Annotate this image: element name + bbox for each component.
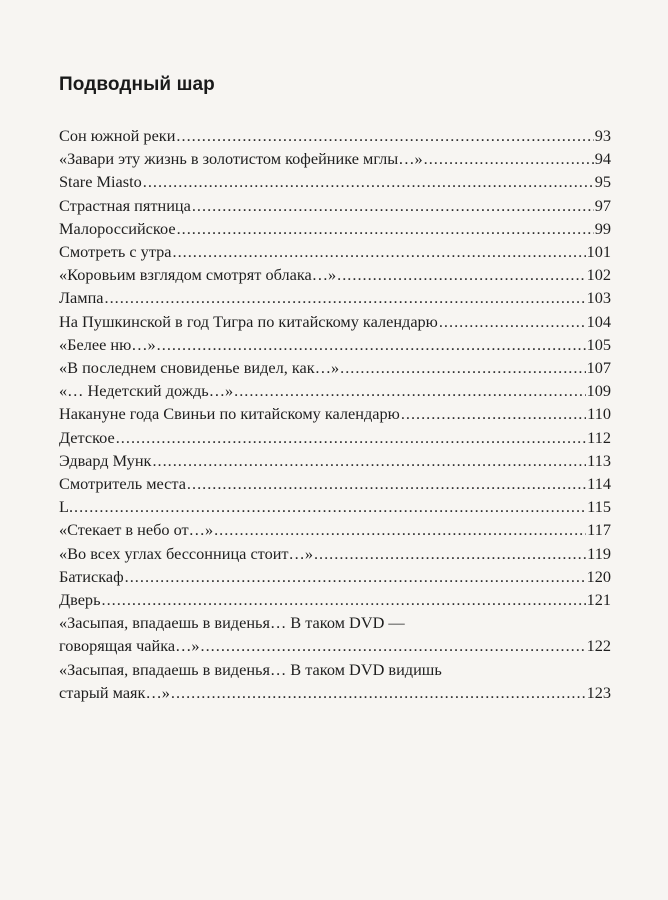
toc-entry (59, 542, 611, 565)
toc-entry-page: 103 (586, 288, 611, 308)
toc-entry-page: 112 (587, 427, 611, 447)
toc-entry-title: Сон южной реки (59, 126, 176, 145)
toc-entry (59, 565, 611, 588)
toc-entry-title: Детское (59, 427, 115, 447)
dot-leader (152, 449, 586, 472)
toc-entry-title: Смотреть с утра (59, 242, 172, 262)
toc-entry (59, 194, 611, 217)
toc-entry-title: На Пушкинской в год Тигра по китайскому календарю (59, 311, 438, 331)
toc-entry (59, 240, 611, 263)
dot-leader (201, 634, 586, 657)
toc-entry-title: Лампа (59, 288, 104, 308)
toc-entry-page: 113 (587, 450, 611, 470)
dot-leader (74, 495, 586, 518)
toc-entry (59, 588, 611, 611)
dot-leader (424, 147, 594, 170)
dot-leader (192, 194, 594, 217)
toc-entry (59, 611, 611, 657)
toc-entry (59, 170, 611, 193)
toc-entry-page: 114 (587, 474, 611, 494)
toc-entry-title: Малороссийское (59, 218, 176, 238)
toc-entry-page: 117 (587, 520, 611, 540)
dot-leader (116, 426, 586, 449)
toc-entry (59, 124, 611, 147)
toc-entry-title: «Завари эту жизнь в золотистом кофейнике мглы…» (59, 149, 423, 169)
toc-entry (59, 518, 611, 541)
toc-entry-title: Смотритель места (59, 474, 186, 494)
toc-entry-title: Батискаф (59, 566, 124, 586)
toc-entry-title: «Во всех углах бессонница стоит…» (59, 543, 313, 563)
toc-entry (59, 658, 611, 704)
toc-entry-title: Страстная пятница (59, 195, 191, 215)
toc-entry-page: 97 (594, 195, 611, 215)
dot-leader (173, 240, 586, 263)
dot-leader (105, 286, 586, 309)
dot-leader (401, 402, 586, 425)
dot-leader (143, 170, 594, 193)
dot-leader (337, 263, 585, 286)
toc-entry-page: 105 (586, 334, 611, 354)
toc-entry (59, 402, 611, 425)
dot-leader (187, 472, 586, 495)
toc-entry (59, 379, 611, 402)
dot-leader (234, 379, 585, 402)
toc-entry-page: 102 (586, 265, 611, 285)
toc-entry-title: L. (59, 497, 74, 517)
toc-entry-page: 93 (594, 126, 611, 145)
toc-entry-page: 119 (587, 543, 611, 563)
section-title: Подводный шар (59, 74, 215, 95)
toc-entry-page: 110 (587, 404, 611, 424)
dot-leader (102, 588, 586, 611)
toc-entry (59, 472, 611, 495)
toc-entry-title-line1: «Засыпая, впадаешь в виденья… В таком DVD видишь (59, 659, 442, 679)
dot-leader (177, 217, 594, 240)
dot-leader (157, 333, 586, 356)
dot-leader (439, 310, 586, 333)
toc-entry (59, 356, 611, 379)
toc-entry-page: 101 (586, 242, 611, 262)
toc-entry (59, 495, 611, 518)
toc-entry-page: 107 (586, 358, 611, 378)
toc-entry (59, 310, 611, 333)
dot-leader (171, 681, 586, 704)
toc-entry (59, 217, 611, 240)
table-of-contents (59, 124, 611, 704)
toc-entry (59, 147, 611, 170)
toc-entry-title: старый маяк…» (59, 682, 170, 702)
toc-entry-title-line1: «Засыпая, впадаешь в виденья… В таком DVD — (59, 613, 405, 633)
toc-entry (59, 263, 611, 286)
dot-leader (340, 356, 585, 379)
toc-entry-title: «… Недетский дождь…» (59, 381, 234, 401)
toc-entry-title: Эдвард Мунк (59, 450, 152, 470)
toc-entry-title: Накануне года Свиньи по китайскому календарю (59, 404, 400, 424)
toc-entry (59, 333, 611, 356)
toc-entry-title: Дверь (59, 590, 101, 610)
toc-entry-title: «Стекает в небо от…» (59, 520, 214, 540)
toc-entry-title: «Белее ню…» (59, 334, 156, 354)
toc-entry (59, 449, 611, 472)
dot-leader (176, 124, 593, 147)
dot-leader (214, 518, 586, 541)
toc-entry (59, 426, 611, 449)
toc-entry-page: 104 (586, 311, 611, 331)
dot-leader (314, 542, 586, 565)
toc-entry-page: 115 (587, 497, 611, 517)
dot-leader (125, 565, 586, 588)
toc-entry-page: 99 (594, 218, 611, 238)
toc-entry-title: «Коровьим взглядом смотрят облака…» (59, 265, 337, 285)
toc-entry-page: 95 (594, 172, 611, 192)
toc-entry-page: 123 (586, 682, 611, 702)
toc-entry-page: 122 (586, 636, 611, 656)
toc-entry-page: 121 (586, 590, 611, 610)
toc-entry-page: 94 (594, 149, 611, 169)
toc-entry-title: «В последнем сновиденье видел, как…» (59, 358, 340, 378)
toc-entry-page: 120 (586, 566, 611, 586)
toc-entry-title: Stare Miasto (59, 172, 142, 192)
toc-entry-page: 109 (586, 381, 611, 401)
toc-entry-title: говорящая чайка…» (59, 636, 200, 656)
toc-entry (59, 286, 611, 309)
